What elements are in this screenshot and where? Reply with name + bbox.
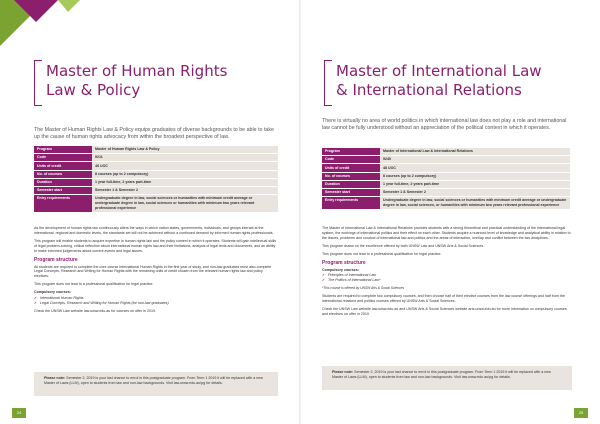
table-row [322,188,570,196]
notice-text: Semester 2, 2019 is your last chance to enrol in this postgraduate program. From Term 1 2019 it will be replaced with a new Master of Laws (LLM), open to students from law and non-law backgrounds. Visit law.unsw.edu.au/pg for details. [44,376,263,385]
table-key-cell: Duration [34,178,92,186]
body-text [322,226,572,320]
paragraph: Check the UNSW Law website law.unsw.edu.au and UNSW Arts & Social Sciences website arts.unsw.edu.au for more information on compulsory courses and electives on offer in 2019. [322,306,567,316]
table-row [322,180,570,188]
intro-paragraph: The Master of Human Rights Law & Policy equips graduates of diverse backgrounds to be able to take up the cause of human rights advocacy from within the broadest perspective of law. [34,127,274,140]
intro-paragraph: There is virtually no area of world politics in which international law does not play a role and international law cannot be fully understood without an appreciation of the political context in which it operates. [322,118,567,131]
list-item: ✓ Legal Concepts, Research and Writing for Human Rights (for non-law graduates) [34,300,169,305]
paragraph: The Master of International Law & International Relations provides students with a strong theoretical and practical understanding of the international legal system, the workings of international politics and their effect on each other. Students acquire a nuanced level of knowledge and analytical ability in relation to the issues, problems and conduct of international law and politics and the areas of interaction, overlap and conflict between the two disciplines. [322,226,571,240]
paragraph: All students are required to complete the core course International Human Rights in the first year of study, and non-law graduates must also complete Legal Concepts, Research and Writing for Human Rights with the remaining units of credit chosen from the relevant human rights law and policy electives. [34,264,272,279]
section-heading: Program structure [34,256,78,263]
table-row [322,197,570,210]
compulsory-heading: Compulsory courses: [322,267,359,272]
table-key-cell: Semester start [34,186,92,194]
table-value-cell: 8 courses (up to 2 compulsory) [92,170,278,178]
table-value-cell: Undergraduate degree in law, social sciences or humanities with minimum credit average or undergraduate degree in law, social sciences or humanities with minimum two years relevant professional experience [92,195,278,213]
table-row [34,154,278,162]
table-row [34,170,278,178]
paragraph: This program does not lead to a professional qualification for legal practice. [34,282,154,287]
title-line-2: & International Relations [336,81,522,99]
check-icon: ✓ [34,300,38,305]
page-number: 25 [574,408,588,418]
paragraph: This program draws on the excellence offered by both UNSW Law and UNSW Arts & Social Sciences. [322,243,485,248]
footnote: *This course is offered by UNSW Arts & Social Sciences [322,286,405,291]
corner-decoration [0,0,80,60]
notice-text: Semester 2, 2019 is your last chance to enrol in this postgraduate program. From Term 1 2019 it will be replaced with a new Master of Laws (LLM), open to students from law and non-law backgrounds. Visit law.unsw.edu.au/pg for details. [332,370,551,379]
table-key-cell: Code [322,156,380,164]
title-line-1: Master of Human Rights [46,62,228,80]
table-value-cell: 48 UOC [92,162,278,170]
section-heading: Program structure [322,259,366,266]
table-value-cell: 1 year full-time, 2 years part-time [92,178,278,186]
table-row [322,172,570,180]
table-key-cell: Units of credit [322,164,380,172]
program-info-table [34,146,278,213]
table-value-cell: Semester 1 & Semester 2 [92,186,278,194]
paragraph: This program will enable students to acquire expertise in human rights law and the policy context in which it operates. Students will gain intellectual skills of legal problem-solving, critical reflection about international human rights law and their limitations, analysis of legal texts and documents, and an ability to make informed judgements about current events and legal issues. [34,238,277,253]
check-icon: ✓ [34,296,38,301]
table-value-cell: Master of International Law & International Relations [380,148,570,156]
table-key-cell: No. of courses [322,172,380,180]
body-text [34,226,278,317]
table-value-cell: Semester 1 & Semester 2 [380,188,570,196]
table-key-cell: Entry requirements [322,197,380,210]
list-item: ✓ Principles of International Law [322,273,376,278]
table-key-cell: Duration [322,180,380,188]
table-key-cell: Units of credit [34,162,92,170]
table-value-cell: 9211 [92,154,278,162]
table-value-cell: 8 courses (up to 2 compulsory) [380,172,570,180]
page-number: 24 [12,408,26,418]
table-value-cell: 1 year full-time, 2 years part-time [380,180,570,188]
title-line-1: Master of International Law [336,62,542,80]
table-key-cell: Semester start [322,188,380,196]
list-item: ✓ The Politics of International Law* [322,278,381,283]
list-item: ✓ International Human Rights [34,296,84,301]
title-bracket [34,60,42,106]
check-icon: ✓ [322,273,326,278]
paragraph: As the development of human rights law continuously alters the ways in which nation states, governments, individuals, and groups interact at the international, regional and domestic levels, the standards set will not be achieved without a continued demand by informed human rights professionals. [34,226,274,235]
paragraph: This program does not lead to a professional qualification for legal practice. [322,251,442,256]
title-bracket [324,60,332,106]
compulsory-heading: Compulsory courses: [34,290,71,295]
table-row [322,156,570,164]
table-key-cell: Entry requirements [34,195,92,213]
program-info-table [322,148,570,210]
notice-label: Please note: [44,376,66,380]
table-value-cell: 9240 [380,156,570,164]
table-row [322,164,570,172]
table-key-cell: No. of courses [34,170,92,178]
table-key-cell: Code [34,154,92,162]
check-icon: ✓ [322,278,326,283]
table-row [34,195,278,213]
table-value-cell: Undergraduate degree in law, social sciences or humanities with minimum credit average or undergraduate degree in law, social sciences, or humanities with minimum two years relevant professional experience [380,197,570,210]
notice-box [34,372,278,396]
table-row [34,186,278,194]
right-page [300,0,600,424]
table-key-cell: Program [34,146,92,154]
table-row [34,146,278,154]
table-row [322,148,570,156]
table-key-cell: Program [322,148,380,156]
notice-box [322,366,572,390]
paragraph: Students are required to complete two compulsory courses, and then choose half of their elective courses from the law course offerings and half from the international relations and politics courses offered by UNSW Arts & Social Sciences. [322,294,565,304]
table-value-cell: Master of Human Rights Law & Policy [92,146,278,154]
table-value-cell: 48 UOC [380,164,570,172]
table-row [34,162,278,170]
paragraph: Check the UNSW Law website law.unsw.edu.au for courses on offer in 2019. [34,308,156,313]
table-row [34,178,278,186]
notice-label: Please note: [332,370,354,374]
title-line-2: Law & Policy [46,81,141,99]
